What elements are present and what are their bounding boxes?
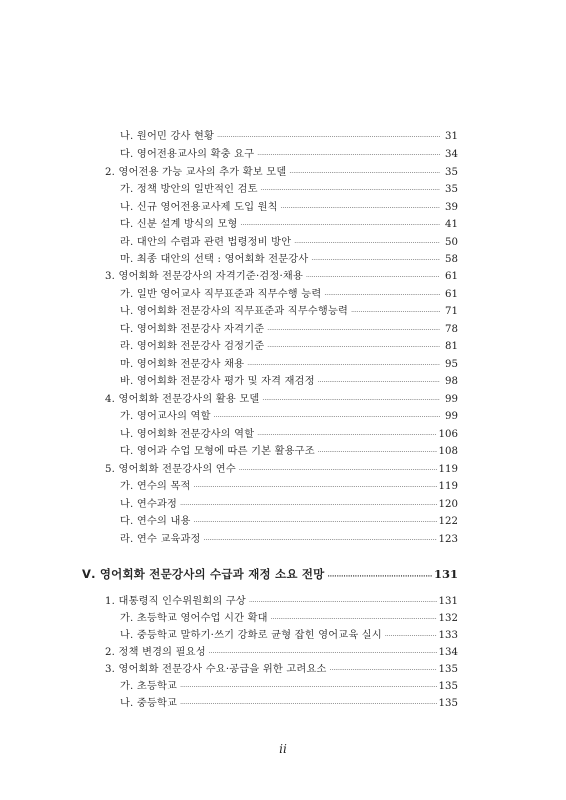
toc-entry-page: 120	[438, 499, 458, 510]
dot-leader	[318, 375, 440, 391]
toc-entry-label: 나. 신규 영어전용교사제 도입 원칙	[120, 202, 278, 213]
toc-entry-label: 나. 연수과정	[120, 499, 178, 510]
toc-entry[interactable]	[105, 392, 458, 408]
dot-leader	[267, 340, 440, 356]
toc-entry-page: 134	[438, 647, 458, 658]
toc-entry-page: 122	[438, 516, 458, 527]
dot-leader	[180, 680, 436, 696]
dot-leader	[241, 218, 440, 234]
toc-chapter-page: 131	[433, 567, 458, 581]
toc-entry[interactable]	[120, 497, 458, 513]
toc-entry-page: 81	[445, 341, 458, 352]
toc-entry[interactable]	[120, 200, 458, 216]
toc-entry[interactable]	[105, 269, 458, 285]
toc-entry-label: 라. 연수 교육과정	[120, 534, 201, 545]
toc-entry-page: 99	[445, 411, 458, 422]
toc-chapter-entry[interactable]	[82, 566, 458, 582]
toc-entry-label: 마. 영어회화 전문강사 채용	[120, 359, 245, 370]
toc-entry[interactable]	[120, 235, 458, 251]
toc-entry[interactable]	[120, 427, 458, 443]
dot-leader	[271, 612, 437, 628]
toc-entry-page: 108	[438, 446, 458, 457]
dot-leader	[294, 236, 440, 252]
toc-entry-page: 50	[445, 237, 458, 248]
toc-entry-page: 119	[438, 481, 458, 492]
toc-entry-label: 5. 영어회화 전문강사의 연수	[105, 464, 236, 475]
toc-entry-page: 35	[445, 167, 458, 178]
toc-entry-page: 133	[438, 630, 458, 641]
dot-leader	[194, 480, 437, 496]
dot-leader	[249, 595, 437, 611]
toc-entry-label: 3. 영어회화 전문강사 수요·공급을 위한 고려요소	[105, 664, 327, 675]
dot-leader	[385, 629, 437, 645]
toc-entry[interactable]	[120, 147, 458, 163]
toc-entry-page: 71	[445, 306, 458, 317]
toc-entry[interactable]	[120, 611, 458, 627]
toc-entry[interactable]	[120, 182, 458, 198]
toc-entry-label: 라. 대안의 수렴과 관련 법령정비 방안	[120, 237, 292, 248]
toc-entry-label: 다. 영어회화 전문강사 자격기준	[120, 324, 265, 335]
toc-entry-page: 123	[438, 534, 458, 545]
toc-entry[interactable]	[120, 679, 458, 695]
toc-entry-page: 61	[445, 289, 458, 300]
toc-entry[interactable]	[120, 514, 458, 530]
toc-entry[interactable]	[120, 628, 458, 644]
toc-entry-label: 다. 영어과 수업 모형에 따른 기본 활용구조	[120, 446, 315, 457]
dot-leader	[289, 166, 440, 182]
toc-entry-label: 가. 연수의 목적	[120, 481, 191, 492]
toc-entry[interactable]	[105, 594, 458, 610]
toc-entry-label: 가. 초등학교 영어수업 시간 확대	[120, 613, 268, 624]
toc-entry-page: 41	[445, 219, 458, 230]
dot-leader	[327, 569, 432, 585]
toc-entry-page: 35	[445, 184, 458, 195]
toc-entry-page: 131	[438, 596, 458, 607]
toc-entry-label: 1. 대통령직 인수위원회의 구상	[105, 596, 246, 607]
toc-entry-label: 다. 신분 설계 방식의 모형	[120, 219, 238, 230]
dot-leader	[239, 463, 437, 479]
toc-entry-page: 106	[438, 429, 458, 440]
toc-entry-page: 78	[445, 324, 458, 335]
toc-entry-page: 132	[438, 613, 458, 624]
toc-entry-page: 119	[438, 464, 458, 475]
dot-leader	[257, 428, 436, 444]
toc-entry[interactable]	[120, 696, 458, 712]
dot-leader	[311, 253, 440, 269]
toc-entry[interactable]	[105, 662, 458, 678]
toc-entry-page: 39	[445, 202, 458, 213]
dot-leader	[351, 305, 440, 321]
dot-leader	[257, 148, 440, 164]
toc-entry[interactable]	[120, 444, 458, 460]
toc-entry-page: 95	[445, 359, 458, 370]
toc-entry[interactable]	[120, 287, 458, 303]
dot-leader	[194, 515, 437, 531]
toc-entry-label: 마. 최종 대안의 선택 : 영어회화 전문강사	[120, 254, 309, 265]
toc-entry-label: 2. 영어전용 가능 교사의 추가 확보 모델	[105, 167, 287, 178]
dot-leader	[180, 697, 436, 713]
toc-entry[interactable]	[120, 129, 458, 145]
toc-entry-page: 31	[445, 131, 458, 142]
dot-leader	[247, 358, 440, 374]
toc-entry-label: 나. 영어회화 전문강사의 역할	[120, 429, 255, 440]
toc-entry-label: 가. 영어교사의 역할	[120, 411, 211, 422]
toc-entry[interactable]	[120, 374, 458, 390]
dot-leader	[267, 323, 440, 339]
toc-entry-label: 4. 영어회화 전문강사의 활용 모델	[105, 394, 260, 405]
toc-entry[interactable]	[120, 357, 458, 373]
dot-leader	[281, 201, 440, 217]
dot-leader	[262, 393, 440, 409]
toc-entry[interactable]	[120, 479, 458, 495]
toc-entry[interactable]	[120, 339, 458, 355]
toc-entry-page: 135	[438, 681, 458, 692]
dot-leader	[261, 183, 440, 199]
toc-entry-label: 2. 정책 변경의 필요성	[105, 647, 206, 658]
dot-leader	[214, 410, 440, 426]
toc-chapter-label: Ⅴ. 영어회화 전문강사의 수급과 재정 소요 전망	[82, 567, 325, 581]
toc-entry[interactable]	[105, 165, 458, 181]
toc-entry[interactable]	[120, 217, 458, 233]
page-number: ii	[279, 742, 287, 756]
toc-entry[interactable]	[120, 532, 458, 548]
toc-entry-label: 가. 일반 영어교사 직무표준과 직무수행 능력	[120, 289, 322, 300]
toc-entry-page: 99	[445, 394, 458, 405]
dot-leader	[217, 130, 440, 146]
toc-entry-label: 나. 원어민 강사 현황	[120, 131, 215, 142]
toc-entry[interactable]	[120, 409, 458, 425]
toc-entry-page: 135	[438, 664, 458, 675]
toc-entry-label: 3. 영어회화 전문강사의 자격기준·검정·채용	[105, 271, 304, 282]
toc-entry-label: 나. 영어회화 전문강사의 직무표준과 직무수행능력	[120, 306, 349, 317]
toc-entry-page: 98	[445, 376, 458, 387]
dot-leader	[324, 288, 440, 304]
toc-entry-label: 다. 영어전용교사의 확충 요구	[120, 149, 255, 160]
dot-leader	[209, 646, 437, 662]
toc-entry-label: 다. 연수의 내용	[120, 516, 191, 527]
dot-leader	[180, 498, 436, 514]
toc-entry-label: 라. 영어회화 전문강사 검정기준	[120, 341, 265, 352]
toc-entry-label: 가. 정책 방안의 일반적인 검토	[120, 184, 258, 195]
toc-entry[interactable]	[105, 645, 458, 661]
toc-entry-label: 바. 영어회화 전문강사 평가 및 자격 재검정	[120, 376, 315, 387]
dot-leader	[204, 533, 437, 549]
toc-entry[interactable]	[120, 252, 458, 268]
toc-entry-label: 가. 초등학교	[120, 681, 178, 692]
dot-leader	[306, 270, 440, 286]
toc-entry-page: 58	[445, 254, 458, 265]
toc-entry-page: 34	[445, 149, 458, 160]
toc-entry-label: 나. 중등학교 말하기·쓰기 강화로 균형 잡힌 영어교육 실시	[120, 630, 382, 641]
toc-entry-label: 나. 중등학교	[120, 698, 178, 709]
toc-entry[interactable]	[120, 322, 458, 338]
dot-leader	[330, 663, 437, 679]
toc-entry-page: 61	[445, 271, 458, 282]
toc-entry[interactable]	[105, 462, 458, 478]
dot-leader	[318, 445, 437, 461]
toc-entry-page: 135	[438, 698, 458, 709]
toc-entry[interactable]	[120, 304, 458, 320]
